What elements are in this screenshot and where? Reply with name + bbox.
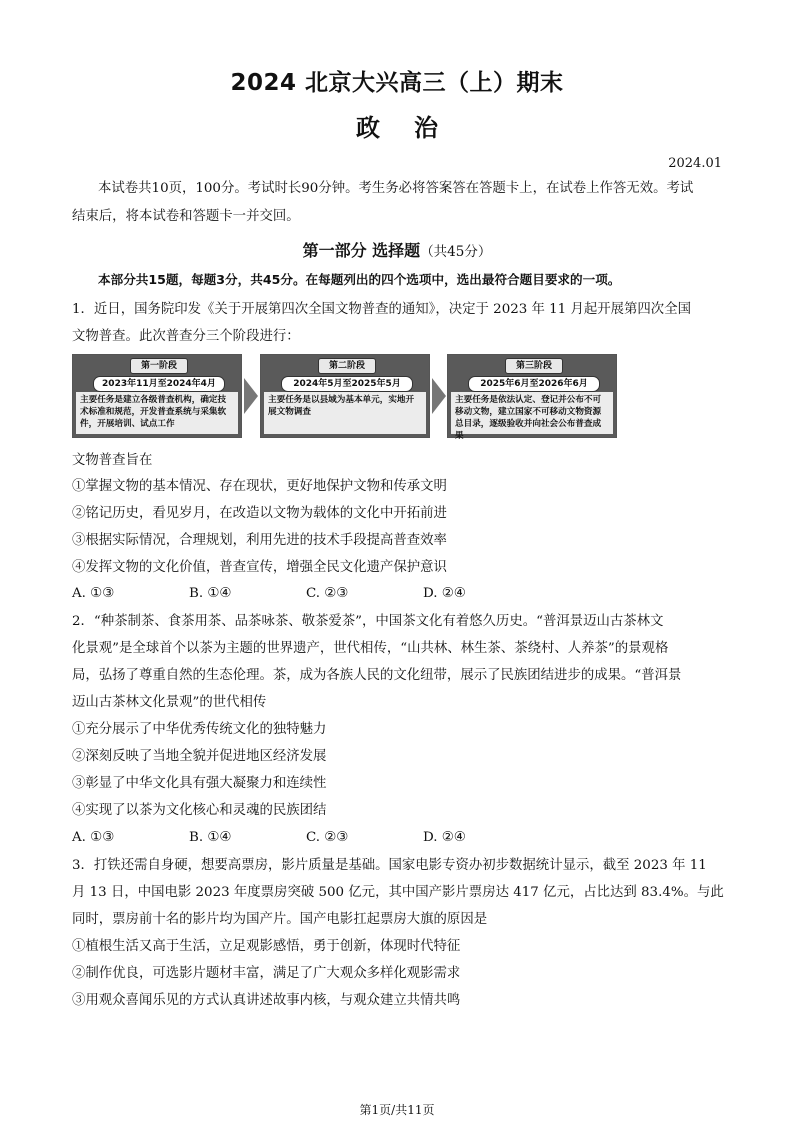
stage-card-3: [447, 354, 617, 441]
stage-card-1: [72, 354, 242, 438]
stage-period: 2024年5月至2025年5月: [281, 376, 413, 392]
stage-tag: 第三阶段: [505, 358, 563, 374]
q2-item: ④实现了以茶为文化核心和灵魂的民族团结: [72, 803, 327, 818]
exam-date: 2024.01: [668, 156, 722, 171]
option-b[interactable]: B. ①④: [189, 586, 232, 601]
stage-tag: 第一阶段: [130, 358, 188, 374]
stage-period: 2023年11月至2024年4月: [93, 376, 225, 392]
option-d[interactable]: D. ②④: [423, 830, 466, 845]
q2-text: 化景观”是全球首个以茶为主题的世界遗产，世代相传，“山共林、林生茶、茶绕村、人养茶”的景观格: [72, 641, 669, 656]
q2-item: ①充分展示了中华优秀传统文化的独特魅力: [72, 722, 327, 737]
option-c[interactable]: C. ②③: [306, 586, 349, 601]
q2-item: ②深刻反映了当地全貌并促进地区经济发展: [72, 749, 327, 764]
stage-period: 2025年6月至2026年6月: [468, 376, 600, 392]
option-a[interactable]: A. ①③: [72, 586, 115, 601]
q1-options: [72, 586, 724, 601]
subject-title: 政治: [356, 113, 472, 142]
q2-text: 迈山古茶林文化景观”的世代相传: [72, 695, 267, 710]
q1-stem: 文物普查旨在: [72, 453, 153, 468]
section-intro: 本部分共15题，每题3分，共45分。在每题列出的四个选项中，选出最符合题目要求的一项。: [98, 272, 621, 287]
q3-item: ①植根生活又高于生活，立足观影感悟，勇于创新，体现时代特征: [72, 939, 461, 954]
instruction-line: 本试卷共10页，100分。考试时长90分钟。考生务必将答案答在答题卡上，在试卷上作答无效。考试: [98, 181, 694, 196]
arrow-right-icon: [432, 378, 446, 414]
q2-options: [72, 830, 724, 845]
section-title: 第一部分 选择题: [302, 241, 421, 260]
q3-item: ③用观众喜闻乐见的方式认真讲述故事内核，与观众建立共情共鸣: [72, 993, 461, 1008]
stage-card-2: [260, 354, 430, 438]
q2-text: 2．“种茶制茶、食茶用茶、品茶咏茶、敬茶爱茶”，中国茶文化有着悠久历史。“普洱景迈山古茶林文: [72, 614, 664, 629]
q2-text: 局，弘扬了尊重自然的生态伦理。茶，成为各族人民的文化纽带，展示了民族团结进步的成果。“普洱景: [72, 668, 682, 683]
section-score-note: （共45分）: [420, 244, 492, 260]
page-footer: 第1页/共11页: [359, 1103, 435, 1117]
stage-body: 主要任务是依法认定、登记并公布不可移动文物，建立国家不可移动文物资源总目录，逐级验收并向社会公布普查成果: [451, 392, 613, 434]
q3-text: 月 13 日，中国电影 2023 年度票房突破 500 亿元，其中国产影片票房达 417 亿元，占比达到 83.4%。与此: [72, 885, 724, 900]
q1-item: ②铭记历史，看见岁月，在改造以文物为载体的文化中开拓前进: [72, 506, 447, 521]
q3-item: ②制作优良，可选影片题材丰富，满足了广大观众多样化观影需求: [72, 966, 461, 981]
q3-text: 3．打铁还需自身硬，想要高票房，影片质量是基础。国家电影专资办初步数据统计显示，截至 2023 年 11: [72, 858, 707, 873]
q1-text: 文物普查。此次普查分三个阶段进行：: [72, 329, 300, 344]
stage-body: 主要任务是以县域为基本单元，实地开展文物调查: [264, 392, 426, 434]
option-d[interactable]: D. ②④: [423, 586, 466, 601]
q3-text: 同时，票房前十名的影片均为国产片。国产电影扛起票房大旗的原因是: [72, 912, 488, 927]
section-heading: [0, 238, 794, 261]
arrow-right-icon: [244, 378, 258, 414]
q1-text: 1．近日，国务院印发《关于开展第四次全国文物普查的通知》，决定于 2023 年 11 月起开展第四次全国: [72, 302, 691, 317]
q1-item: ①掌握文物的基本情况、存在现状，更好地保护文物和传承文明: [72, 479, 447, 494]
stage-body: 主要任务是建立各级普查机构，确定技术标准和规范，开发普查系统与采集软件，开展培训、试点工作: [76, 392, 238, 434]
q1-item: ③根据实际情况，合理规划，利用先进的技术手段提高普查效率: [72, 533, 447, 548]
stage-tag: 第二阶段: [318, 358, 376, 374]
option-b[interactable]: B. ①④: [189, 830, 232, 845]
q2-item: ③彰显了中华文化具有强大凝聚力和连续性: [72, 776, 327, 791]
option-c[interactable]: C. ②③: [306, 830, 349, 845]
exam-title: 2024 北京大兴高三（上）期末: [230, 70, 564, 96]
option-a[interactable]: A. ①③: [72, 830, 115, 845]
q1-item: ④发挥文物的文化价值，普查宣传，增强全民文化遗产保护意识: [72, 560, 447, 575]
instruction-line: 结束后，将本试卷和答题卡一并交回。: [72, 209, 300, 224]
